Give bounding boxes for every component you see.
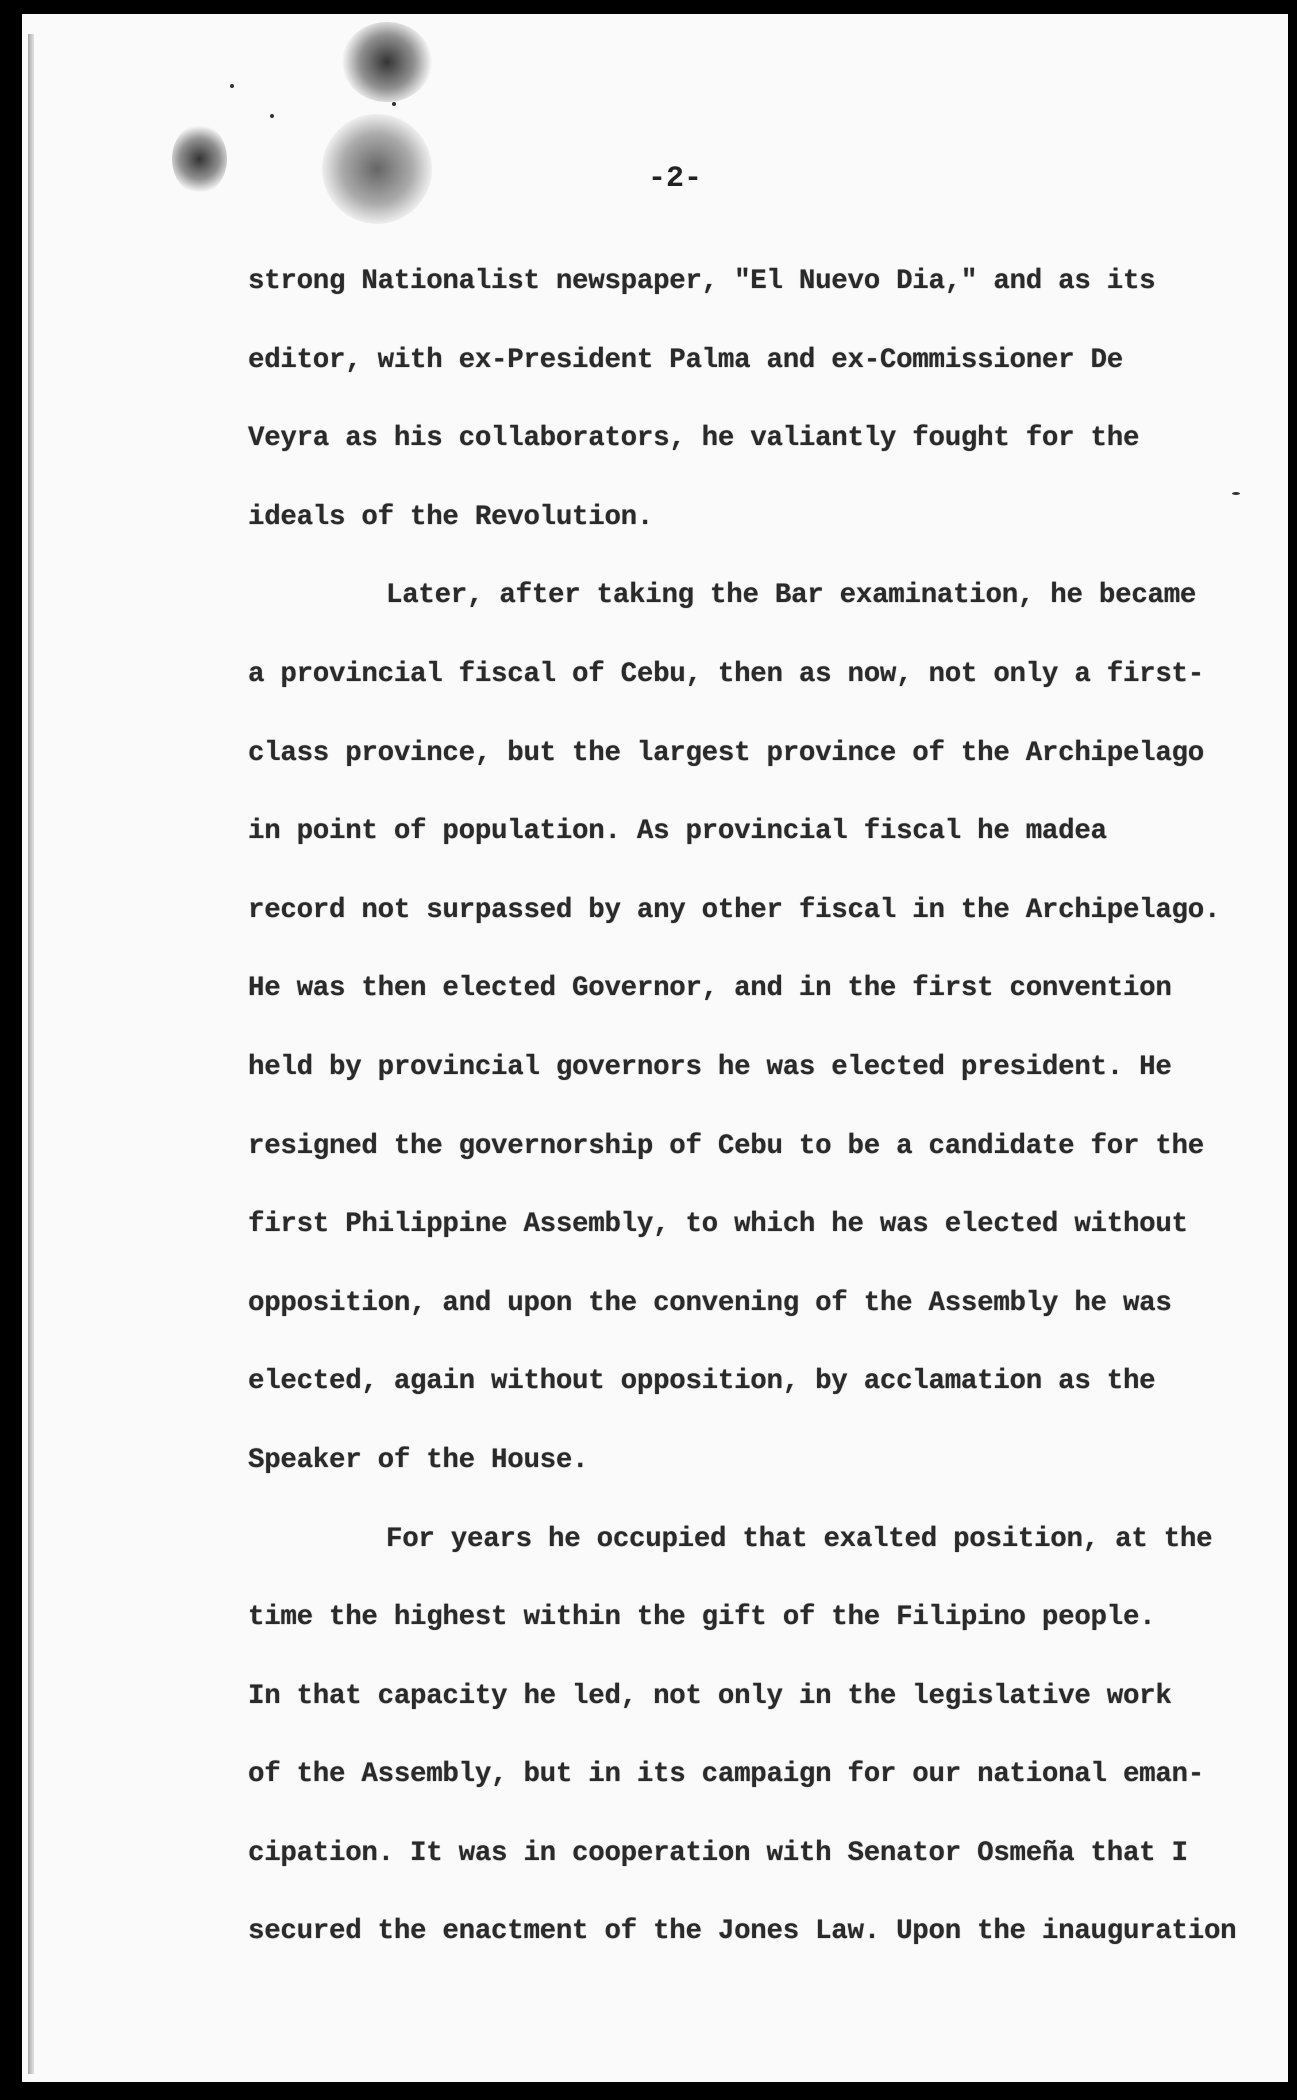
text-line: in point of population. As provincial fiscal he madea [248, 816, 1107, 848]
text-line: a provincial fiscal of Cebu, then as now, not only a first- [248, 658, 1204, 690]
text-line: ideals of the Revolution. [248, 501, 654, 533]
text-line: Veyra as his collaborators, he valiantly fought for the [248, 423, 1140, 455]
ink-speck [392, 102, 396, 106]
text-line: time the highest within the gift of the Filipino people. [248, 1602, 1156, 1634]
text-line: first Philippine Assembly, to which he was elected without [248, 1209, 1188, 1241]
text-line: secured the enactment of the Jones Law. Upon the inauguration [248, 1916, 1237, 1948]
ink-stain [342, 22, 432, 102]
body-text [248, 243, 1248, 1972]
document-page [22, 14, 1288, 2082]
text-line: Speaker of the House. [248, 1444, 589, 1476]
text-line: He was then elected Governor, and in the first convention [248, 973, 1172, 1005]
text-line: Later, after taking the Bar examination, he became [386, 580, 1197, 612]
text-line: strong Nationalist newspaper, "El Nuevo Dia," and as its [248, 266, 1156, 297]
text-line: class province, but the largest province of the Archipelago [248, 737, 1204, 769]
ink-speck [230, 84, 234, 88]
ink-speck [270, 114, 274, 118]
text-line: opposition, and upon the convening of the Assembly he was [248, 1287, 1172, 1319]
text-line: editor, with ex-President Palma and ex-Commissioner De [248, 344, 1123, 376]
text-line: In that capacity he led, not only in the legislative work [248, 1680, 1172, 1712]
text-line: held by provincial governors he was elected president. He [248, 1051, 1172, 1083]
text-line: For years he occupied that exalted position, at the [386, 1523, 1213, 1555]
text-line: resigned the governorship of Cebu to be a candidate for the [248, 1130, 1204, 1162]
text-line: elected, again without opposition, by acclamation as the [248, 1366, 1156, 1398]
page-edge-shadow [28, 34, 34, 2074]
text-line: of the Assembly, but in its campaign for our national eman- [248, 1759, 1204, 1791]
page-number: -2- [647, 162, 702, 196]
text-line: cipation. It was in cooperation with Senator Osmeña that I [248, 1837, 1188, 1869]
text-line: record not surpassed by any other fiscal in the Archipelago. [248, 894, 1221, 926]
